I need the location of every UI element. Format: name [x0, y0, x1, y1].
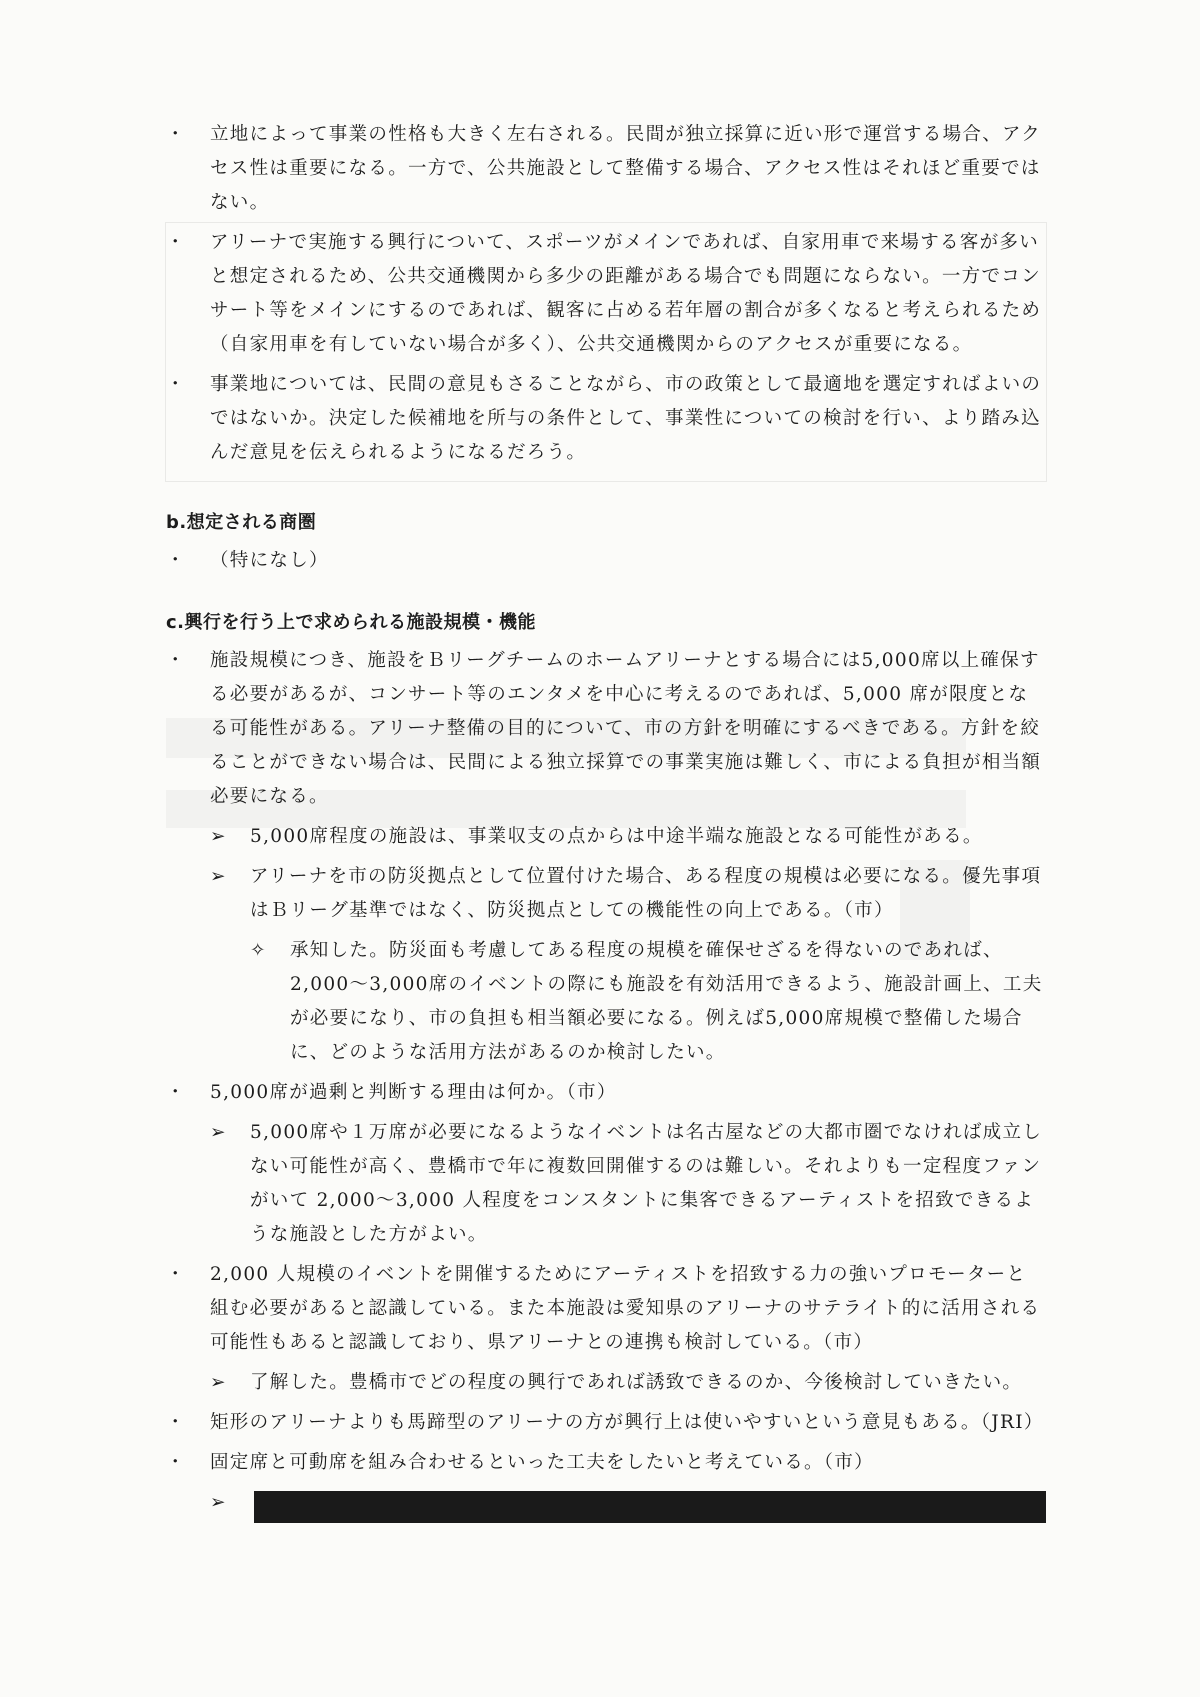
item-text: 事業地については、民間の意見もさることながら、市の政策として最適地を選定すればよいのではないか。決定した候補地を所与の条件として、事業性についての検討を行い、より踏み込んだ意見を伝えられるようになるだろう。 [210, 374, 1042, 463]
sub-item [166, 860, 1046, 928]
bullet: ・ [166, 550, 186, 571]
document-body [166, 118, 1046, 1532]
arrow-bullet-icon: ➢ [210, 1372, 227, 1393]
sub-item [166, 1366, 1046, 1400]
diamond-bullet-icon: ✧ [250, 940, 267, 961]
list-item [166, 1406, 1046, 1440]
bullet: ・ [166, 650, 186, 671]
arrow-bullet-icon: ➢ [210, 826, 227, 847]
list-item [166, 118, 1046, 220]
list-item [166, 644, 1046, 814]
bullet: ・ [166, 124, 186, 145]
arrow-bullet-icon: ➢ [210, 866, 227, 887]
bullet: ・ [166, 232, 186, 253]
item-text: 固定席と可動席を組み合わせるといった工夫をしたいと考えている。（市） [210, 1452, 874, 1473]
item-text: 2,000 人規模のイベントを開催するためにアーティストを招致する力の強いプロモーターと組む必要があると認識している。また本施設は愛知県のアリーナのサテライト的に活用される可能性もあると認識しており、県アリーナとの連携も検討している。（市） [210, 1264, 1041, 1353]
redaction-bar [254, 1491, 1046, 1523]
arrow-bullet-icon: ➢ [210, 1122, 227, 1143]
item-text: アリーナで実施する興行について、スポーツがメインであれば、自家用車で来場する客が多いと想定されるため、公共交通機関から多少の距離がある場合でも問題にならない。一方でコンサート等をメインにするのであれば、観客に占める若年層の割合が多くなると考えられるため（自家用車を有していない場合が多く）、公共交通機関からのアクセスが重要になる。 [210, 232, 1042, 355]
bullet: ・ [166, 1412, 186, 1433]
item-text: 施設規模につき、施設をＢリーグチームのホームアリーナとする場合には5,000席以上確保する必要があるが、コンサート等のエンタメを中心に考えるのであれば、5,000 席が限度となる可能性がある。アリーナ整備の目的について、市の方針を明確にするべきである。方針を絞ることができない場合は、民間による独立採算での事業実施は難しく、市による負担が相当額必要になる。 [210, 650, 1042, 807]
item-text: 矩形のアリーナよりも馬蹄型のアリーナの方が興行上は使いやすいという意見もある。（JRI） [210, 1412, 1044, 1433]
list-item [166, 544, 1046, 578]
list-item [166, 1076, 1046, 1110]
section-heading-c: c.興行を行う上で求められる施設規模・機能 [166, 612, 537, 633]
item-text: 5,000席程度の施設は、事業収支の点からは中途半端な施設となる可能性がある。 [250, 826, 983, 847]
item-text: 承知した。防災面も考慮してある程度の規模を確保せざるを得ないのであれば、2,000～3,000席のイベントの際にも施設を有効活用できるよう、施設計画上、工夫が必要になり、市の負担も相当額必要になる。例えば5,000席規模で整備した場合に、どのような活用方法があるのか検討したい。 [290, 940, 1043, 1063]
item-text: （特になし） [210, 550, 329, 571]
bullet: ・ [166, 374, 186, 395]
list-item [166, 1258, 1046, 1360]
bullet: ・ [166, 1264, 186, 1285]
section-heading-b: b.想定される商圏 [166, 512, 317, 533]
item-text: 5,000席や１万席が必要になるようなイベントは名古屋などの大都市圏でなければ成立しない可能性が高く、豊橋市で年に複数回開催するのは難しい。それよりも一定程度ファンがいて 2,000～3,000 人程度をコンスタントに集客できるアーティストを招致できるような施設とした方がよい。 [250, 1122, 1043, 1245]
item-text: 了解した。豊橋市でどの程度の興行であれば誘致できるのか、今後検討していきたい。 [250, 1372, 1023, 1393]
arrow-bullet-icon: ➢ [210, 1492, 227, 1513]
list-item [166, 1446, 1046, 1480]
sub-sub-item [166, 934, 1046, 1070]
item-text: 5,000席が過剰と判断する理由は何か。（市） [210, 1082, 617, 1103]
redacted-sub-item [166, 1486, 1046, 1526]
list-item [166, 368, 1046, 470]
item-text: アリーナを市の防災拠点として位置付けた場合、ある程度の規模は必要になる。優先事項はＢリーグ基準ではなく、防災拠点としての機能性の向上である。（市） [250, 866, 1042, 921]
list-item [166, 226, 1046, 362]
item-text: 立地によって事業の性格も大きく左右される。民間が独立採算に近い形で運営する場合、アクセス性は重要になる。一方で、公共施設として整備する場合、アクセス性はそれほど重要ではない。 [210, 124, 1042, 213]
sub-item [166, 1116, 1046, 1252]
sub-item [166, 820, 1046, 854]
bullet: ・ [166, 1452, 186, 1473]
bullet: ・ [166, 1082, 186, 1103]
